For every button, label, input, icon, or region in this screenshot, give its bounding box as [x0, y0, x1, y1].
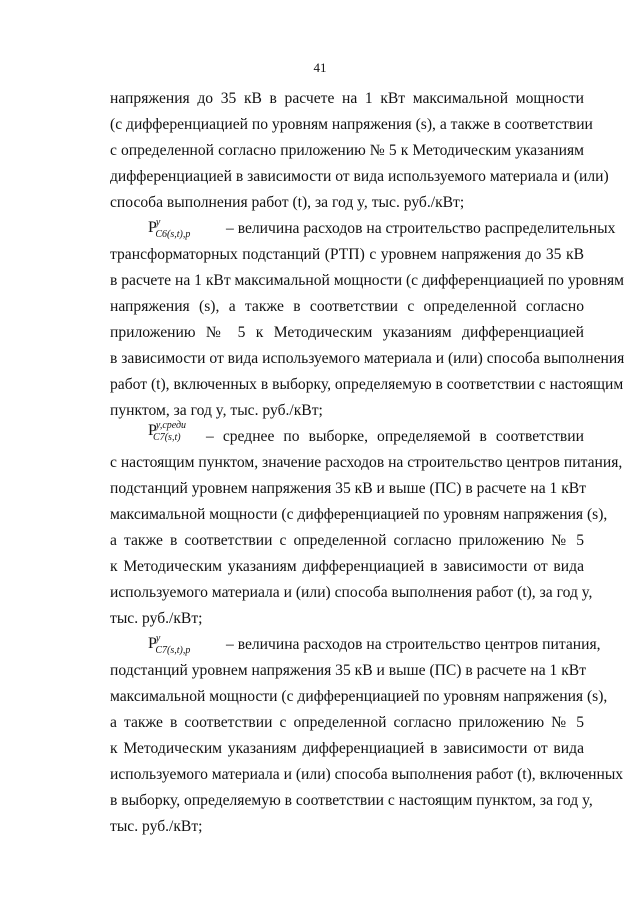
text-line: к Методическим указаниям дифференциацией в зависимости от вида — [110, 740, 584, 757]
text-line: к Методическим указаниям дифференциацией в зависимости от вида — [110, 558, 584, 575]
text-line: напряжения (s), а также в соответствии с определенной согласно — [110, 298, 584, 315]
text-line: а также в соответствии с определенной согласно приложению № 5 — [110, 714, 584, 731]
text-line: – величина расходов на строительство центров питания, — [226, 636, 601, 653]
text-line: трансформаторных подстанций (РТП) с уровнем напряжения до 35 кВ — [110, 246, 584, 263]
text-line: с определенной согласно приложению № 5 к Методическим указаниям — [110, 142, 584, 159]
text-line: способа выполнения работ (t), за год y, тыс. руб./кВт; — [110, 194, 465, 211]
text-line: подстанций уровнем напряжения 35 кВ и выше (ПС) в расчете на 1 кВт — [110, 662, 587, 679]
text-line: максимальной мощности (с дифференциацией по уровням напряжения (s), — [110, 688, 608, 705]
symbol-p-c7-average: $P^{у,среди}_{C7(s,t)}$ — [148, 420, 187, 443]
text-line: используемого материала и (или) способа выполнения работ (t), включенных — [110, 766, 624, 783]
text-line: подстанций уровнем напряжения 35 кВ и выше (ПС) в расчете на 1 кВт — [110, 480, 587, 497]
text-line: в выборку, определяемую в соответствии с настоящим пунктом, за год y, — [110, 792, 593, 809]
text-line: – величина расходов на строительство распределительных — [226, 220, 616, 237]
text-line: приложению № 5 к Методическим указаниям дифференциацией — [110, 324, 584, 341]
text-line: – среднее по выборке, определяемой в соответствии — [206, 428, 584, 445]
text-line: в зависимости от вида используемого материала и (или) способа выполнения — [110, 350, 625, 367]
symbol-p-c6: $P^у_{C6(s,t),p}$ — [148, 217, 191, 240]
text-line: дифференциацией в зависимости от вида используемого материала и (или) — [110, 168, 609, 185]
page-number: 41 — [313, 60, 327, 75]
text-line: напряжения до 35 кВ в расчете на 1 кВт максимальной мощности — [110, 90, 584, 107]
text-line: в расчете на 1 кВт максимальной мощности (с дифференциацией по уровням — [110, 272, 624, 289]
text-line: максимальной мощности (с дифференциацией по уровням напряжения (s), — [110, 506, 608, 523]
text-line: пунктом, за год y, тыс. руб./кВт; — [110, 402, 323, 419]
text-line: тыс. руб./кВт; — [110, 818, 203, 835]
text-line: тыс. руб./кВт; — [110, 610, 203, 627]
symbol-p-c7: $P^у_{C7(s,t),p}$ — [148, 633, 191, 656]
text-line: (с дифференциацией по уровням напряжения (s), а также в соответствии — [110, 116, 593, 133]
text-line: а также в соответствии с определенной согласно приложению № 5 — [110, 532, 584, 549]
text-line: работ (t), включенных в выборку, определяемую в соответствии с настоящим — [110, 376, 624, 393]
text-line: используемого материала и (или) способа выполнения работ (t), за год y, — [110, 584, 593, 601]
text-line: с настоящим пунктом, значение расходов на строительство центров питания, — [110, 454, 623, 471]
